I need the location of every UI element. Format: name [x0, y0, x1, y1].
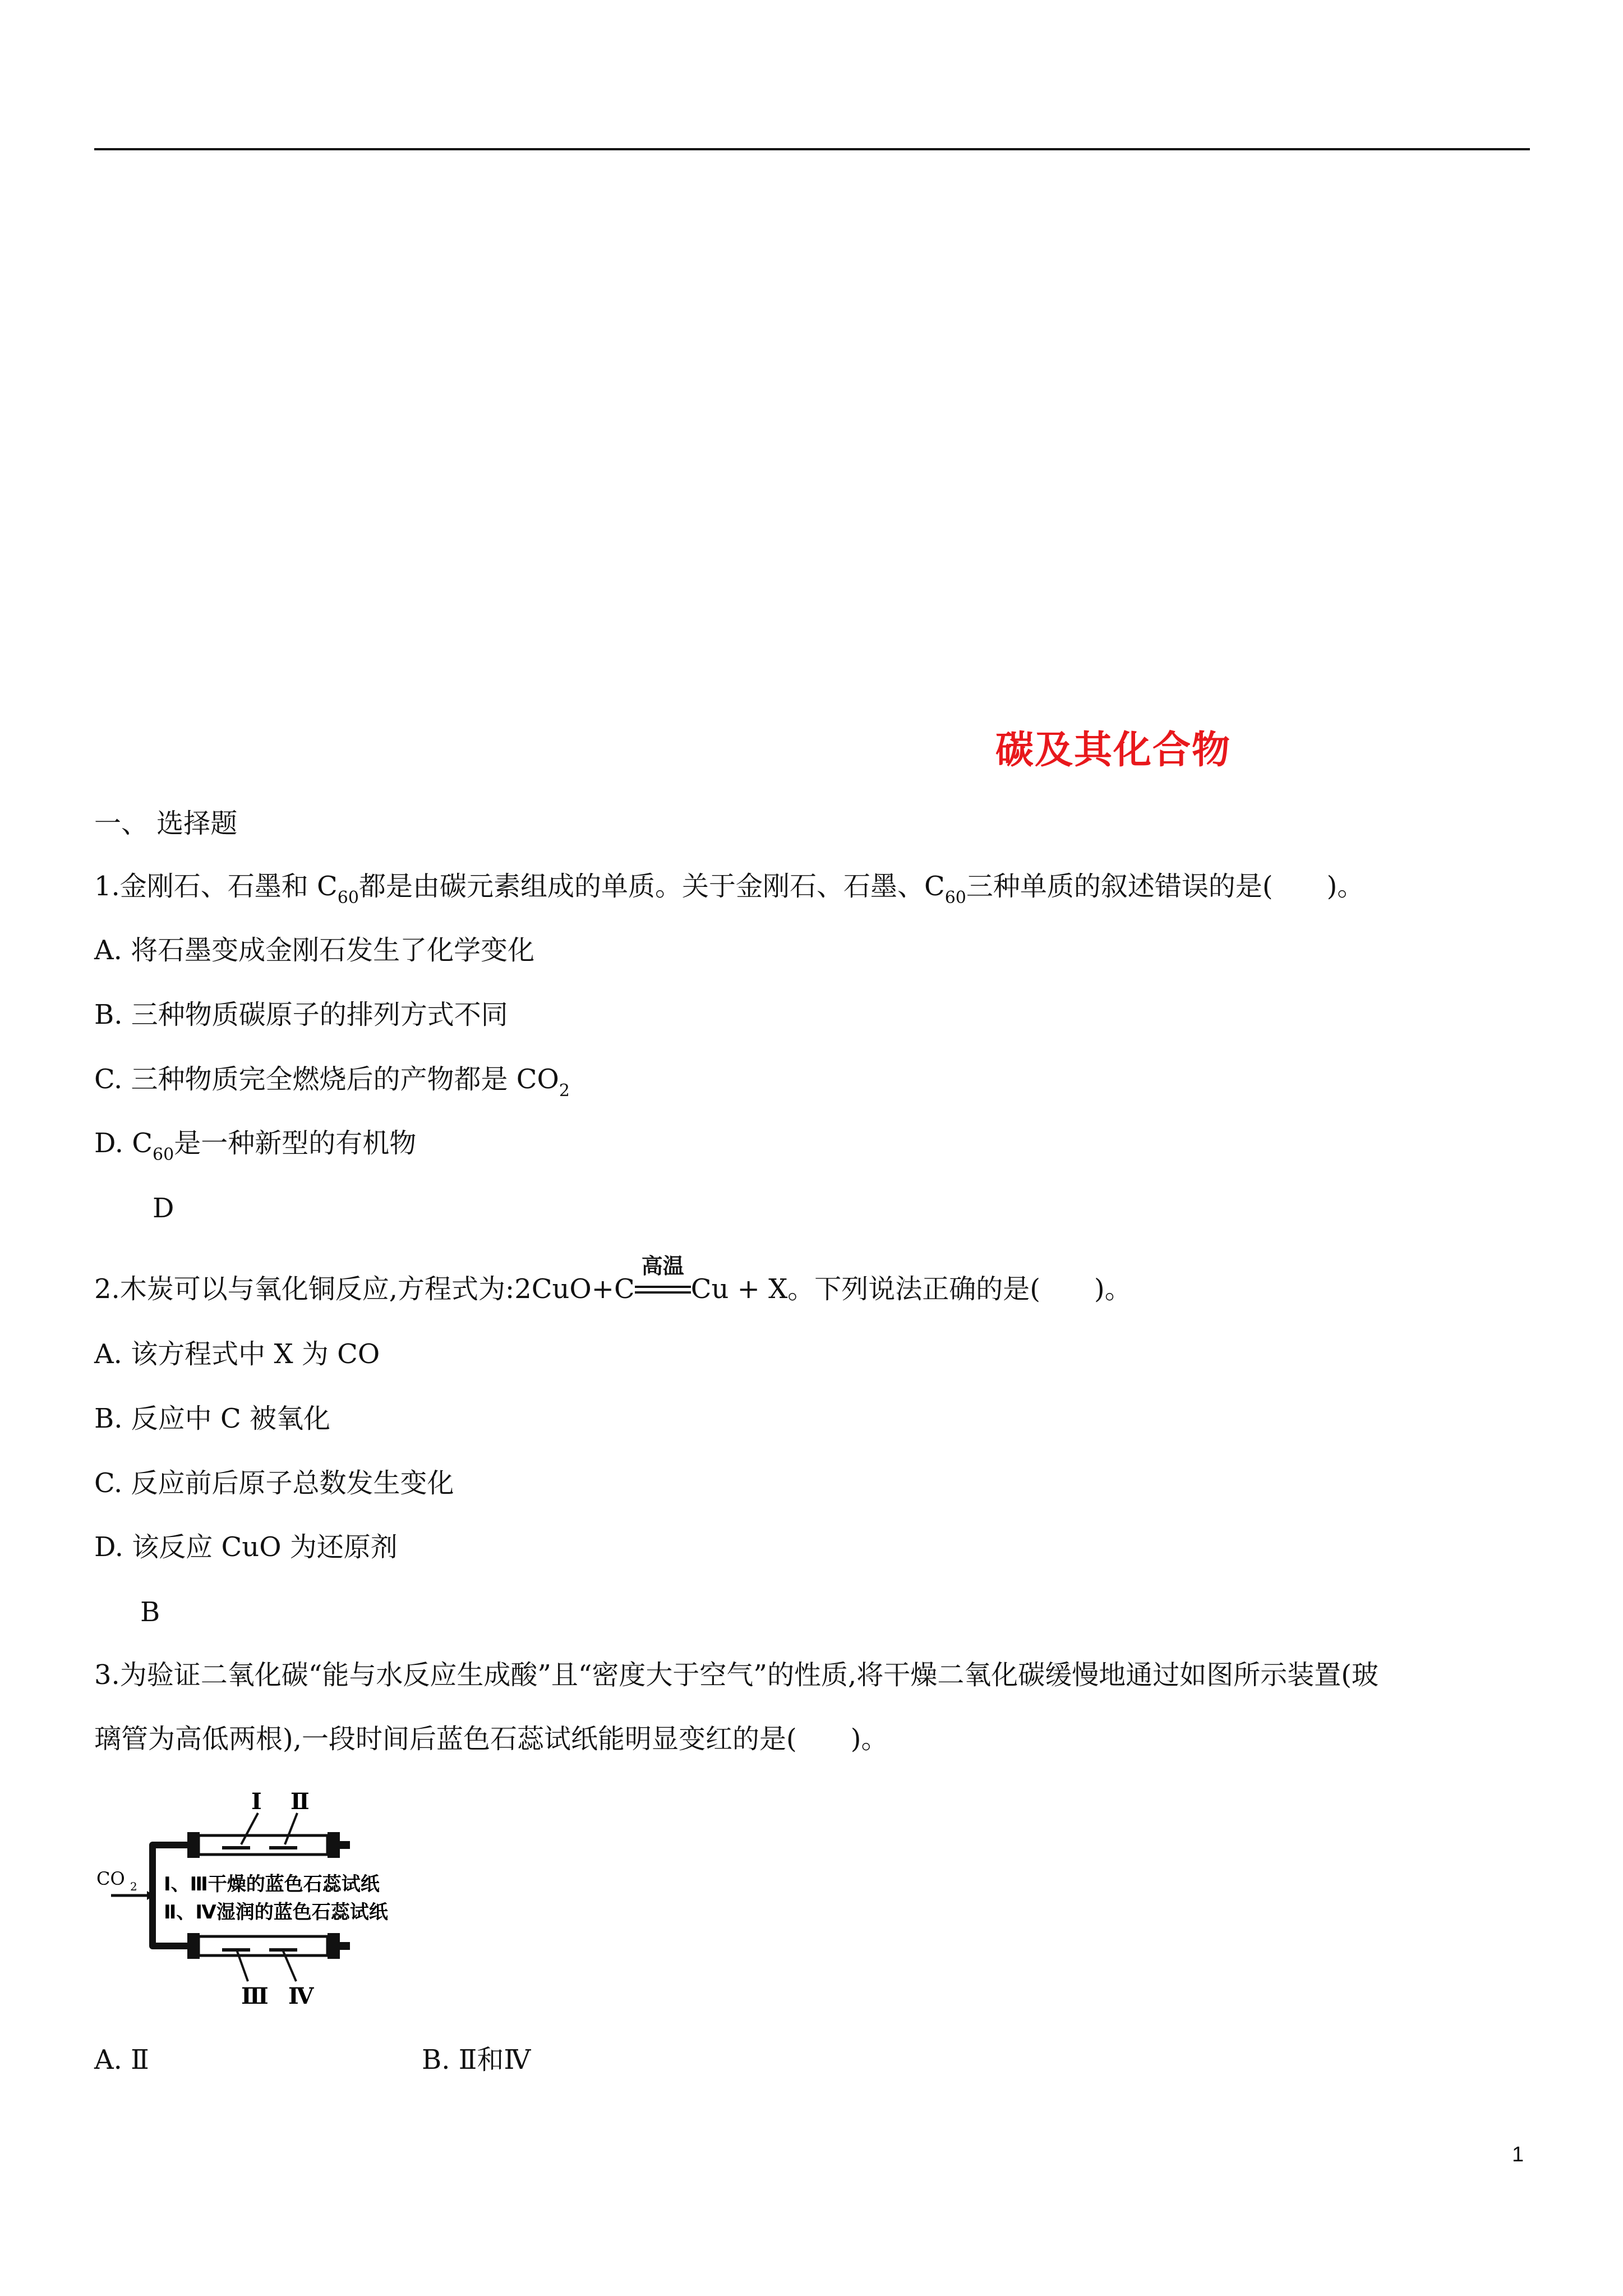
legend-wet-paper: Ⅱ、Ⅳ湿润的蓝色石蕊试纸	[164, 1901, 388, 1924]
upper-glass-tube	[199, 1835, 328, 1855]
q2-option-d: D. 该反应 CuO 为还原剂	[94, 1531, 398, 1563]
section-heading: 一、 选择题	[94, 808, 238, 839]
label-IV: Ⅳ	[288, 1983, 314, 2009]
label-I: Ⅰ	[251, 1788, 262, 1815]
q1-option-b: B. 三种物质碳原子的排列方式不同	[94, 999, 508, 1030]
gas-label-subscript: 2	[130, 1880, 137, 1893]
lower-glass-tube	[199, 1936, 328, 1955]
q2-option-b: B. 反应中 C 被氧化	[94, 1403, 331, 1434]
q2-option-c: C. 反应前后原子总数发生变化	[94, 1467, 454, 1499]
q3-stem-line1: 3.为验证二氧化碳“能与水反应生成酸”且“密度大于空气”的性质,将干燥二氧化碳缓慢地通过如图所示装置(玻	[94, 1659, 1378, 1691]
q3-option-a: A. Ⅱ	[94, 2044, 149, 2076]
q2-option-a: A. 该方程式中 X 为 CO	[94, 1338, 380, 1370]
q1-option-a: A. 将石墨变成金刚石发生了化学变化	[94, 935, 535, 966]
gas-label: CO	[96, 1868, 125, 1889]
q1-option-c: C. 三种物质完全燃烧后的产物都是 $CO_2$	[94, 1064, 570, 1101]
q3-stem-line2: 璃管为高低两根),一段时间后蓝色石蕊试纸能明显变红的是( )。	[94, 1723, 888, 1755]
q2-answer: B	[140, 1596, 160, 1628]
label-III: Ⅲ	[241, 1983, 269, 2009]
page-number: 1	[1512, 2143, 1524, 2166]
q1-option-d: D. $C_{60}$是一种新型的有机物	[94, 1128, 417, 1165]
label-II: Ⅱ	[291, 1788, 310, 1815]
q3-option-b: B. Ⅱ和Ⅳ	[422, 2044, 531, 2076]
legend-dry-paper: Ⅰ、Ⅲ干燥的蓝色石蕊试纸	[164, 1873, 380, 1895]
q1-stem: 1.金刚石、石墨和 $C_{60}$都是由碳元素组成的单质。关于金刚石、石墨、$C_{60}$三种单质的叙述错误的是( )。	[94, 871, 1364, 908]
co2-apparatus-figure	[94, 1778, 453, 2014]
q1-answer: D	[153, 1193, 174, 1224]
header-rule	[94, 148, 1530, 150]
page-title: 碳及其化合物	[995, 728, 1232, 772]
reaction-equals-sign: 高温	[635, 1278, 691, 1305]
apparatus-diagram	[94, 1778, 453, 2014]
q2-stem: 2.木炭可以与氧化铜反应,方程式为:2CuO+C 高温 Cu + X。下列说法正确的是( )。	[94, 1253, 1132, 1305]
